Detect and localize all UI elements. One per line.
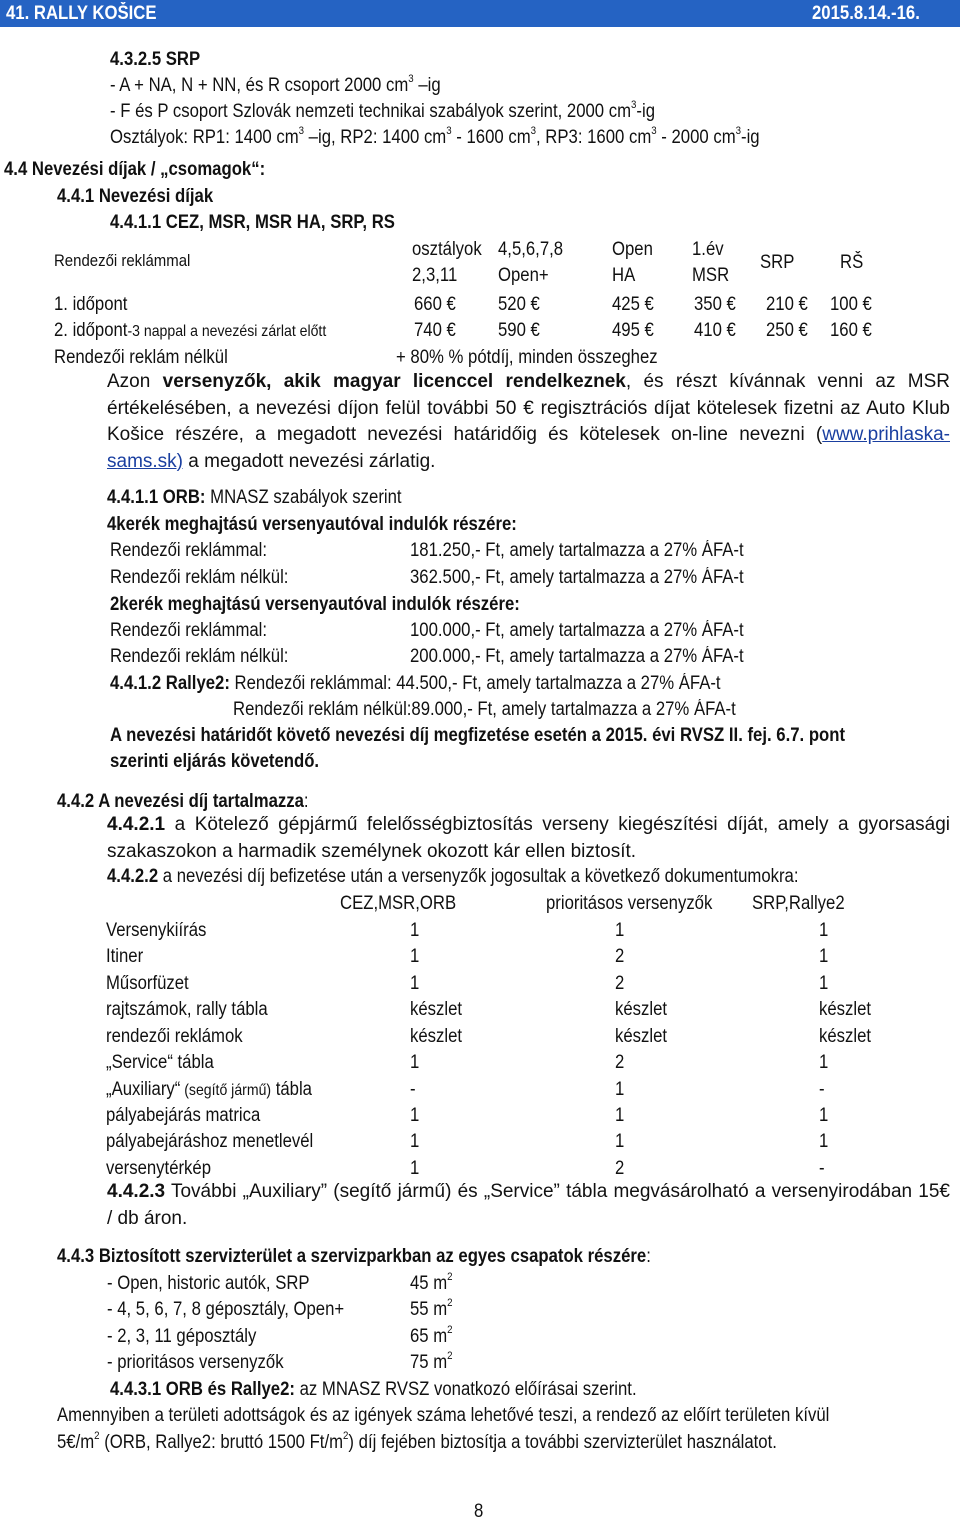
fees-row-2-label: 2. időpont-3 nappal a nevezési zárlat előtt	[54, 320, 327, 341]
fees-row-1-cell: 100 €	[830, 294, 872, 315]
srp-line-1: - A + NA, N + NN, és R csoport 2000 $cm^3$ –ig	[110, 73, 441, 96]
doc-row-name: Versenykiírás	[106, 920, 207, 941]
fees-row-2-cell: 495 €	[612, 320, 654, 341]
doc-row-cell: készlet	[410, 1026, 463, 1047]
orb-4wd-without-ad-value: 362.500,- Ft, amely tartalmazza a 27% ÁFA-t	[410, 567, 744, 588]
doc-row-cell: -	[819, 1079, 825, 1100]
fees-row-1-cell: 210 €	[766, 294, 808, 315]
doc-row-cell: 1	[615, 1105, 625, 1126]
doc-row-cell: készlet	[819, 1026, 872, 1047]
doc-col-header: prioritásos versenyzők	[546, 893, 713, 914]
orb-2wd-without-ad-value: 200.000,- Ft, amely tartalmazza a 27% ÁFA-t	[410, 646, 744, 667]
doc-row-name: versenytérkép	[106, 1158, 212, 1179]
section-4-4-1-1-heading: 4.4.1.1 CEZ, MSR, MSR HA, SRP, RS	[110, 212, 395, 233]
msr-paragraph: Azon versenyzők, akik magyar licenccel rendelkeznek, és részt kívánnak venni az MSR értékelésében, a nevezési díjon felül további 50 € regisztrációs díjat kötelesek fizetni az Auto Klub Košice részére, a megadott nevezési határidőig és kötelesek on-line nevezni (www.prihlaska-sams.sk) a megadott nevezési zárlatig.	[107, 371, 951, 472]
header-date: 2015.8.14.-16.	[812, 3, 920, 24]
doc-row-cell: 1	[410, 1131, 420, 1152]
doc-row-name: rendezői reklámok	[106, 1026, 243, 1047]
doc-row-cell: 2	[615, 1052, 625, 1073]
doc-row-cell: 1	[819, 1052, 829, 1073]
srp-line-2: - F és P csoport Szlovák nemzeti technikai szabályok szerint, 2000 $cm^3-ig$	[110, 99, 656, 122]
registration-link[interactable]: www.prihlaska-sams.sk)	[107, 424, 950, 472]
doc-row-cell: 1	[410, 1158, 420, 1179]
section-4-4-2-2: 4.4.2.2 a nevezési díj befizetése után a versenyzők jogosultak a következő dokumentumokra:	[107, 866, 799, 887]
doc-row-cell: készlet	[410, 999, 463, 1020]
fees-col-4-top: 1.év	[692, 239, 724, 260]
page-header	[0, 0, 960, 27]
fees-col-2-top: 4,5,6,7,8	[498, 239, 564, 260]
doc-row-cell: készlet	[615, 1026, 668, 1047]
service-area-label: - 2, 3, 11 géposztály	[107, 1326, 257, 1347]
doc-row-cell: 1	[410, 946, 420, 967]
fees-row-1-cell: 425 €	[612, 294, 654, 315]
doc-col-header: SRP,Rallye2	[752, 893, 845, 914]
srp-line-3: Osztályok: RP1: 1400 $cm^3$ –ig, RP2: 1400 $cm^3 - 1600$ $cm^3$, RP3: 1600 $cm^3 - 2000$ $cm^3-ig$	[110, 125, 760, 148]
doc-row-name: „Service“ tábla	[106, 1052, 214, 1073]
fees-col-1-top: osztályok	[412, 239, 482, 260]
section-4-4-2-heading: 4.4.2 A nevezési díj tartalmazza:	[57, 791, 309, 812]
orb-heading: 4.4.1.1 ORB: MNASZ szabályok szerint	[107, 487, 402, 508]
doc-row-cell: 2	[615, 973, 625, 994]
section-4-4-heading: 4.4 Nevezési díjak / „csomagok“:	[4, 159, 266, 180]
doc-row-cell: 2	[615, 1158, 625, 1179]
doc-row-cell: 1	[410, 1105, 420, 1126]
doc-row-cell: 1	[410, 973, 420, 994]
doc-row-name: „Auxiliary“ (segítő jármű) tábla	[106, 1079, 312, 1100]
deadline-note-line-2: szerinti eljárás követendő.	[110, 751, 320, 772]
service-area-value: 45 $m^2$	[410, 1271, 453, 1294]
orb-4wd-without-ad-label: Rendezői reklám nélkül:	[110, 567, 289, 588]
section-4-4-3-heading: 4.4.3 Biztosított szervizterület a szervizparkban az egyes csapatok részére:	[57, 1246, 651, 1267]
no-ad-label: Rendezői reklám nélkül	[54, 347, 228, 368]
fees-row-2-cell: 740 €	[414, 320, 456, 341]
doc-row-name: rajtszámok, rally tábla	[106, 999, 268, 1020]
orb-2wd-with-ad-value: 100.000,- Ft, amely tartalmazza a 27% ÁFA-t	[410, 620, 744, 641]
fees-row-1-cell: 520 €	[498, 294, 540, 315]
doc-row-cell: 1	[410, 920, 420, 941]
fees-col-1-bottom: 2,3,11	[412, 265, 458, 286]
section-4-4-2-3: 4.4.2.3 További „Auxiliary” (segítő jármű) és „Service” tábla megvásárolható a versenyirodában 15€ / db áron.	[107, 1181, 950, 1229]
deadline-note-line-1: A nevezési határidőt követő nevezési díj megfizetése esetén a 2015. évi RVSZ II. fej. 6.7. pont	[110, 725, 846, 746]
srp-heading: 4.3.2.5 SRP	[110, 49, 201, 70]
doc-row-name: Műsorfüzet	[106, 973, 189, 994]
doc-row-cell: készlet	[819, 999, 872, 1020]
extra-area-line-1: Amennyiben a területi adottságok és az igények száma lehetővé teszi, a rendező az előírt területen kívül	[57, 1405, 830, 1426]
doc-row-cell: 1	[819, 920, 829, 941]
service-area-value: 65 $m^2$	[410, 1324, 453, 1347]
doc-col-header: CEZ,MSR,ORB	[340, 893, 457, 914]
fees-col-5: SRP	[760, 252, 795, 273]
fees-col-2-bottom: Open+	[498, 265, 549, 286]
doc-row-cell: készlet	[615, 999, 668, 1020]
header-title: 41. RALLY KOŠICE	[6, 3, 157, 24]
doc-row-cell: 1	[615, 1079, 625, 1100]
orb-2wd-with-ad-label: Rendezői reklámmal:	[110, 620, 268, 641]
section-4-4-1-heading: 4.4.1 Nevezési díjak	[57, 186, 214, 207]
orb-4wd-with-ad-label: Rendezői reklámmal:	[110, 540, 268, 561]
fees-row-2-cell: 590 €	[498, 320, 540, 341]
service-area-label: - 4, 5, 6, 7, 8 géposztály, Open+	[107, 1299, 345, 1320]
orb-4wd-with-ad-value: 181.250,- Ft, amely tartalmazza a 27% ÁFA-t	[410, 540, 744, 561]
fees-row-2-cell: 410 €	[694, 320, 736, 341]
service-area-label: - prioritásos versenyzők	[107, 1352, 284, 1373]
doc-row-cell: 1	[615, 1131, 625, 1152]
doc-row-name: pályabejárás matrica	[106, 1105, 261, 1126]
fees-row-2-cell: 250 €	[766, 320, 808, 341]
fees-row-1-label: 1. időpont	[54, 294, 128, 315]
doc-row-cell: -	[819, 1158, 825, 1179]
service-area-value: 75 $m^2$	[410, 1350, 453, 1373]
section-4-4-3-1: 4.4.3.1 ORB és Rallye2: az MNASZ RVSZ vonatkozó előírásai szerint.	[110, 1379, 637, 1400]
service-area-value: 55 $m^2$	[410, 1297, 453, 1320]
extra-area-line-2: $5€/m^2$ (ORB, Rallye2: bruttó 1500 $Ft/m^2$) díj fejében biztosítja a további szervizterület használatot.	[57, 1430, 777, 1453]
doc-row-cell: 1	[819, 1105, 829, 1126]
doc-row-name: Itiner	[106, 946, 144, 967]
doc-row-cell: 2	[615, 946, 625, 967]
fees-row-2-cell: 160 €	[830, 320, 872, 341]
doc-row-cell: 1	[819, 973, 829, 994]
orb-2wd-heading: 2kerék meghajtású versenyautóval indulók részére:	[110, 594, 520, 615]
fees-row-1-cell: 350 €	[694, 294, 736, 315]
doc-row-cell: -	[410, 1079, 416, 1100]
doc-row-cell: 1	[410, 1052, 420, 1073]
fees-col-3-bottom: HA	[612, 265, 636, 286]
doc-row-cell: 1	[615, 920, 625, 941]
fees-row-1-cell: 660 €	[414, 294, 456, 315]
fees-col-3-top: Open	[612, 239, 653, 260]
doc-row-cell: 1	[819, 1131, 829, 1152]
fees-col-4-bottom: MSR	[692, 265, 730, 286]
rallye2-line: 4.4.1.2 Rallye2: Rendezői reklámmal: 44.500,- Ft, amely tartalmazza a 27% ÁFA-t	[110, 673, 721, 694]
orb-4wd-heading: 4kerék meghajtású versenyautóval indulók részére:	[107, 514, 517, 535]
doc-row-cell: 1	[819, 946, 829, 967]
orb-2wd-without-ad-label: Rendezői reklám nélkül:	[110, 646, 289, 667]
doc-row-name: pályabejáráshoz menetlevél	[106, 1131, 314, 1152]
section-4-4-2-1: 4.4.2.1 a Kötelező gépjármű felelősségbiztosítás verseny kiegészítési díját, amely a gyorsasági szakaszokon a harmadik személynek okozott kár ellen biztosít.	[107, 814, 950, 862]
no-ad-value: + 80% % pótdíj, minden összeghez	[396, 347, 658, 368]
page-number: 8	[474, 1501, 484, 1522]
rallye2-no-ad: Rendezői reklám nélkül:89.000,- Ft, amely tartalmazza a 27% ÁFA-t	[233, 699, 736, 720]
fees-row-label: Rendezői reklámmal	[54, 251, 191, 270]
fees-col-6: RŠ	[840, 252, 864, 273]
service-area-label: - Open, historic autók, SRP	[107, 1273, 310, 1294]
